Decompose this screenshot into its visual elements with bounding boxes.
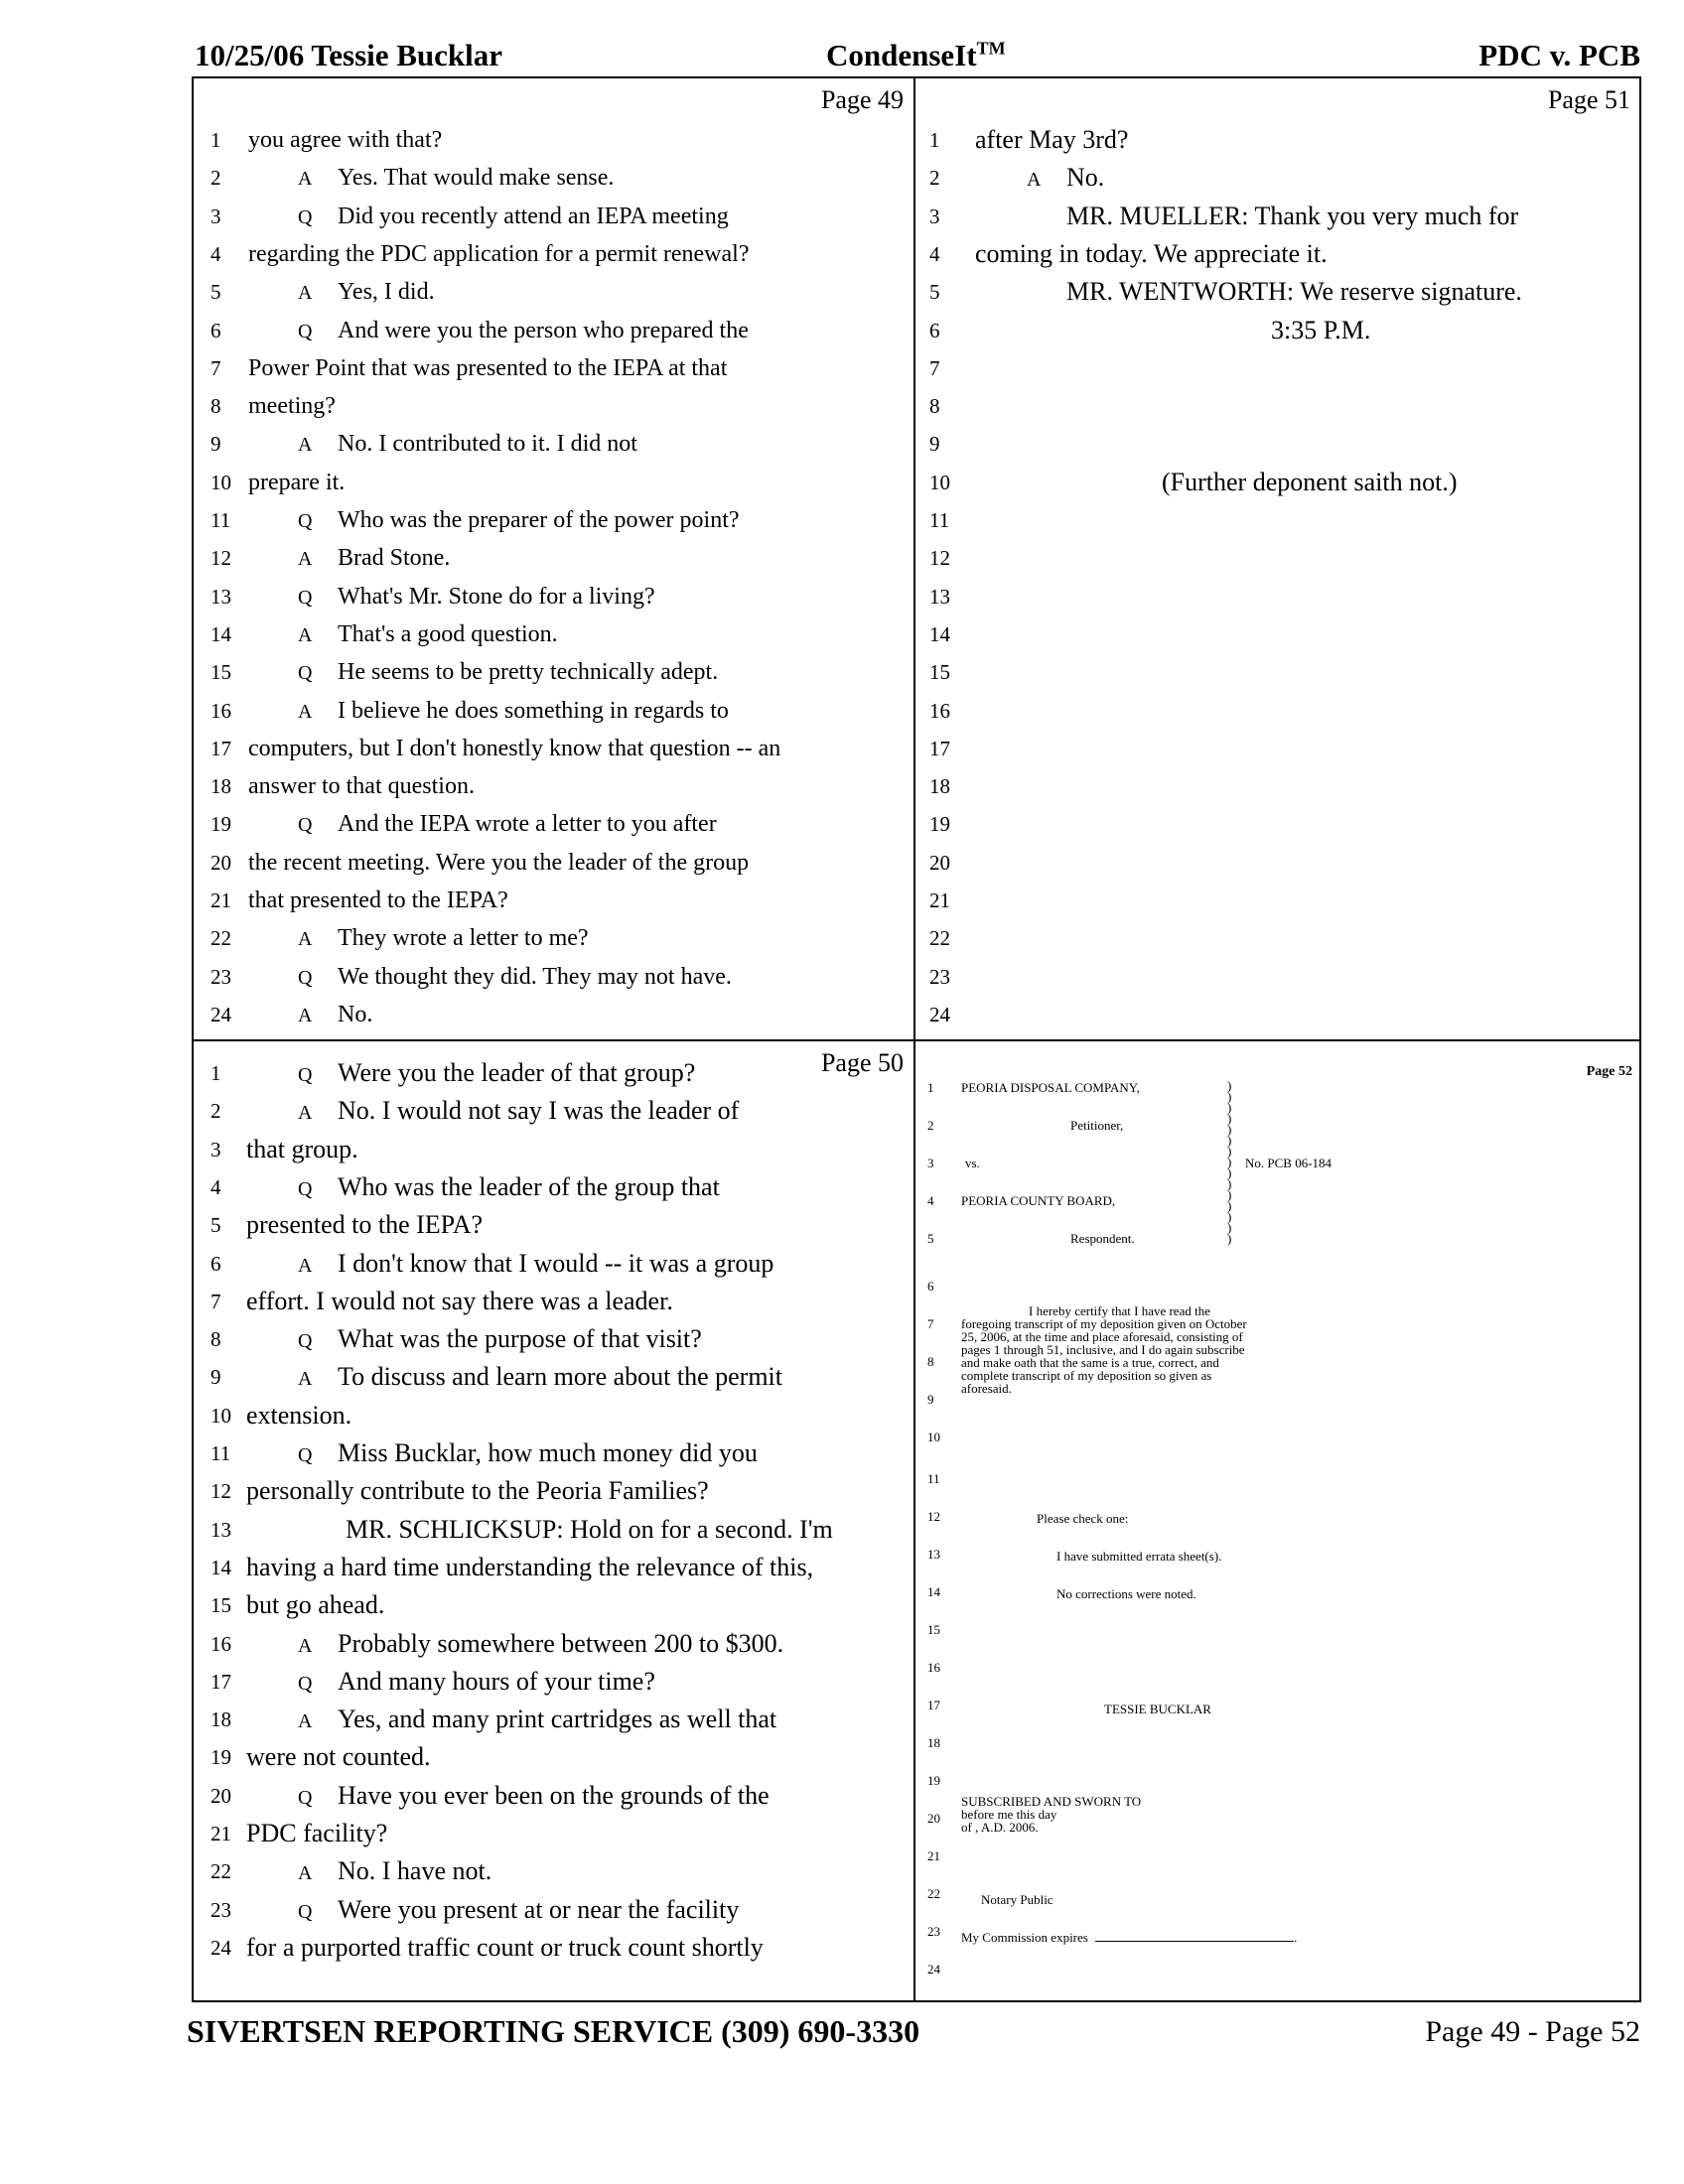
line-number: 9: [927, 1392, 934, 1407]
line-text: [1066, 198, 1518, 235]
question-marker: Q: [298, 1330, 313, 1353]
line-content: PDC facility?: [246, 1819, 388, 1847]
line-text: [298, 1320, 702, 1360]
header-software-name: CondenseIt: [826, 38, 977, 72]
line-number: 6: [929, 318, 940, 342]
line-number: 2: [210, 1099, 221, 1124]
question-marker: Q: [298, 814, 313, 837]
line-content: for a purported traffic count or truck count shortly: [246, 1932, 764, 1962]
subscribed-line-2: before me this day: [961, 1807, 1057, 1822]
line-content: No. I have not.: [338, 1856, 492, 1886]
petitioner-role: Petitioner,: [1070, 1118, 1124, 1133]
line-number: 17: [929, 736, 950, 760]
line-content: Have you ever been on the grounds of the: [338, 1780, 770, 1810]
line-number: 2: [210, 166, 221, 191]
line-text: [248, 464, 345, 501]
row-divider: [192, 1039, 1641, 1041]
line-number: 7: [210, 355, 221, 380]
line-text: [248, 882, 508, 919]
line-content: I don't know that I would -- it was a group: [338, 1248, 774, 1278]
line-content: They wrote a letter to me?: [338, 925, 589, 952]
line-content: extension.: [246, 1400, 352, 1430]
line-number: 18: [929, 774, 950, 799]
line-number: 23: [929, 964, 950, 989]
line-content: prepare it.: [248, 469, 346, 495]
line-number: 16: [210, 698, 231, 723]
line-content: 3:35 P.M.: [1271, 315, 1371, 344]
question-marker: Q: [298, 1064, 313, 1086]
page-49-number: Page 49: [820, 85, 904, 114]
line-number: 11: [929, 508, 950, 532]
line-number: 24: [210, 1002, 231, 1026]
header-date-witness: 10/25/06 Tessie Bucklar: [195, 38, 503, 72]
line-content: Who was the preparer of the power point?: [338, 507, 740, 533]
line-number: 16: [929, 698, 950, 723]
line-content: And many hours of your time?: [338, 1666, 655, 1696]
line-number: 19: [210, 1745, 231, 1770]
line-number: 3: [210, 204, 221, 228]
line-number: 15: [929, 660, 950, 685]
question-marker: Q: [298, 510, 313, 532]
line-number: 7: [927, 1316, 934, 1331]
line-content: (Further deponent saith not.): [1162, 467, 1458, 496]
option-no-corrections: No corrections were noted.: [1056, 1586, 1196, 1601]
line-number: 14: [210, 621, 231, 646]
line-number: 14: [929, 621, 950, 646]
certification-line: and make oath that the same is a true, correct, and: [961, 1355, 1219, 1370]
answer-marker: A: [298, 1254, 313, 1277]
line-number: 8: [927, 1354, 934, 1369]
line-number: 13: [210, 584, 231, 609]
certification-paragraph: [961, 1304, 1247, 1395]
line-content: Did you recently attend an IEPA meeting: [338, 203, 729, 229]
header-software: [826, 38, 1006, 73]
line-number: 6: [210, 318, 221, 342]
answer-marker: A: [1027, 169, 1042, 192]
line-text: [1027, 159, 1104, 199]
answer-marker: A: [298, 282, 313, 305]
line-content: Were you the leader of that group?: [338, 1058, 696, 1087]
line-content: MR. SCHLICKSUP: Hold on for a second. I'm: [346, 1514, 833, 1544]
line-text: [1066, 273, 1522, 311]
answer-marker: A: [298, 548, 313, 571]
reporting-service: SIVERTSEN REPORTING SERVICE (309) 690-3330: [187, 2013, 920, 2049]
line-content: were not counted.: [246, 1742, 431, 1772]
line-number: 4: [210, 1174, 221, 1199]
line-number: 22: [210, 1859, 231, 1884]
line-number: 2: [927, 1118, 934, 1133]
line-content: that group.: [246, 1134, 358, 1163]
line-content: What was the purpose of that visit?: [338, 1324, 702, 1354]
line-number: 11: [927, 1471, 940, 1486]
document-header: [195, 38, 1640, 77]
line-content: Yes, and many print cartridges as well that: [338, 1705, 777, 1734]
line-content: Probably somewhere between 200 to $300.: [338, 1628, 784, 1658]
line-text: [298, 1625, 783, 1665]
line-text: [298, 1777, 770, 1817]
line-content: No. I contributed to it. I did not: [338, 431, 637, 458]
question-marker: Q: [298, 1444, 313, 1466]
line-content: He seems to be pretty technically adept.: [338, 659, 719, 686]
line-text: [248, 844, 749, 882]
line-number: 23: [927, 1924, 940, 1939]
line-number: 19: [929, 812, 950, 837]
option-errata: I have submitted errata sheet(s).: [1056, 1549, 1222, 1564]
line-number: 4: [210, 241, 221, 266]
line-number: 10: [929, 470, 950, 494]
question-marker: Q: [298, 320, 313, 342]
line-content: presented to the IEPA?: [246, 1210, 484, 1240]
line-number: 12: [210, 1479, 231, 1504]
subscribed-line-1: SUBSCRIBED AND SWORN TO: [961, 1794, 1142, 1809]
line-number: 9: [929, 432, 940, 457]
line-text: [298, 312, 749, 350]
line-number: 1: [927, 1080, 934, 1095]
line-content: meeting?: [248, 393, 336, 420]
line-number: 17: [210, 1669, 231, 1694]
question-marker: Q: [298, 1177, 313, 1200]
commission-blank: [1095, 1941, 1294, 1942]
line-number: 23: [210, 1897, 231, 1922]
line-text: [975, 121, 1128, 159]
certification-line: complete transcript of my deposition so given as: [961, 1368, 1212, 1383]
line-number: 10: [210, 1403, 231, 1428]
line-number: 24: [927, 1962, 940, 1977]
line-content: regarding the PDC application for a permit renewal?: [248, 240, 750, 267]
line-text: [298, 805, 717, 844]
line-content: but go ahead.: [246, 1590, 385, 1620]
line-number: 23: [210, 964, 231, 989]
line-number: 11: [210, 508, 231, 532]
line-content: answer to that question.: [248, 773, 475, 800]
line-content: coming in today. We appreciate it.: [975, 238, 1328, 268]
line-text: [246, 1131, 358, 1168]
line-number: 18: [210, 1707, 231, 1732]
line-number: 20: [929, 850, 950, 875]
line-text: [248, 235, 749, 273]
check-prompt: Please check one:: [1037, 1511, 1129, 1526]
answer-marker: A: [298, 1634, 313, 1657]
line-text: [298, 198, 729, 236]
question-marker: Q: [298, 586, 313, 609]
question-marker: Q: [298, 1900, 313, 1923]
line-number: 3: [927, 1156, 934, 1170]
line-number: 6: [210, 1251, 221, 1276]
line-text: [298, 1891, 739, 1931]
line-content: Who was the leader of the group that: [338, 1171, 720, 1201]
line-number: 13: [929, 584, 950, 609]
line-number: 17: [210, 736, 231, 760]
line-number: 24: [929, 1002, 950, 1026]
line-number: 16: [927, 1660, 940, 1675]
line-number: 10: [210, 470, 231, 494]
subscribed-block: [961, 1795, 1141, 1834]
certification-line: aforesaid.: [961, 1381, 1012, 1396]
page-50-panel: [195, 1042, 912, 2001]
line-content: personally contribute to the Peoria Families?: [246, 1476, 709, 1506]
line-number: 21: [927, 1848, 940, 1863]
line-number: 17: [927, 1698, 940, 1712]
line-content: That's a good question.: [338, 620, 558, 647]
line-text: [246, 1472, 709, 1510]
line-number: 5: [927, 1231, 934, 1246]
line-number: 15: [210, 660, 231, 685]
line-content: after May 3rd?: [975, 125, 1129, 154]
line-text: [246, 1929, 764, 1967]
line-text: [248, 349, 727, 387]
certification-line: pages 1 through 51, inclusive, and I do again subscribe: [961, 1342, 1245, 1357]
notary-public: Notary Public: [981, 1892, 1053, 1907]
line-text: [246, 1586, 384, 1624]
page-49-panel: [195, 79, 912, 1038]
line-text: [298, 578, 655, 616]
line-content: you agree with that?: [248, 127, 443, 153]
answer-marker: A: [298, 1710, 313, 1733]
line-content: Yes, I did.: [338, 279, 435, 306]
line-text: [246, 1283, 673, 1320]
line-text: [1162, 464, 1458, 501]
line-number: 13: [927, 1547, 940, 1562]
answer-marker: A: [298, 1862, 313, 1885]
line-content: Yes. That would make sense.: [338, 165, 615, 192]
line-number: 14: [927, 1584, 940, 1599]
page-50-number: Page 50: [820, 1048, 904, 1077]
line-text: [298, 996, 372, 1034]
question-marker: Q: [298, 1786, 313, 1809]
line-content: No.: [1066, 163, 1105, 193]
answer-marker: A: [298, 1102, 313, 1125]
page-51-number: Page 51: [1547, 85, 1630, 114]
line-content: And the IEPA wrote a letter to you after: [338, 811, 717, 838]
caption-bracket: ) ) ) ) ) ) ) ) ) ) ) ) ) ) ): [1227, 1078, 1232, 1246]
line-number: 3: [929, 204, 940, 228]
page-range: Page 49 - Page 52: [1425, 2015, 1640, 2048]
line-text: [298, 1092, 739, 1132]
line-text: [298, 1245, 773, 1285]
answer-marker: A: [298, 1004, 313, 1026]
line-number: 21: [929, 888, 950, 912]
answer-marker: A: [298, 1368, 313, 1391]
commission-line: My Commission expires .: [961, 1930, 1298, 1945]
versus: vs.: [965, 1156, 980, 1170]
line-text: [246, 1815, 387, 1852]
line-number: 16: [210, 1631, 231, 1656]
petitioner-name: PEORIA DISPOSAL COMPANY,: [961, 1080, 1140, 1095]
line-text: [975, 235, 1328, 273]
line-text: [248, 767, 475, 805]
signer-name: TESSIE BUCKLAR: [1104, 1702, 1211, 1716]
line-content: having a hard time understanding the relevance of this,: [246, 1552, 814, 1581]
line-text: [298, 653, 718, 692]
line-text: [298, 539, 450, 578]
case-number: No. PCB 06-184: [1245, 1156, 1333, 1170]
line-content: effort. I would not say there was a leader.: [246, 1286, 673, 1315]
line-number: 7: [210, 1289, 221, 1313]
respondent-role: Respondent.: [1070, 1231, 1135, 1246]
line-content: that presented to the IEPA?: [248, 887, 508, 913]
certification-line: foregoing transcript of my deposition given on October: [961, 1316, 1247, 1331]
page-52-number: Page 52: [1586, 1064, 1632, 1079]
line-number: 8: [210, 1327, 221, 1352]
line-text: [298, 1054, 695, 1094]
line-number: 22: [929, 926, 950, 951]
line-content: No. I would not say I was the leader of: [338, 1096, 740, 1126]
line-content: What's Mr. Stone do for a living?: [338, 583, 655, 610]
subscribed-line-3: of , A.D. 2006.: [961, 1820, 1039, 1835]
line-number: 20: [210, 1783, 231, 1808]
line-text: [246, 1549, 813, 1586]
line-number: 8: [929, 394, 940, 419]
respondent-name: PEORIA COUNTY BOARD,: [961, 1193, 1116, 1208]
commission-label: My Commission expires: [961, 1930, 1088, 1945]
line-text: [246, 1397, 351, 1434]
line-content: computers, but I don't honestly know that question -- an: [248, 735, 781, 761]
answer-marker: A: [298, 168, 313, 191]
line-number: 1: [210, 1061, 221, 1085]
line-number: 20: [927, 1811, 940, 1826]
question-marker: Q: [298, 1672, 313, 1695]
line-number: 19: [927, 1773, 940, 1788]
line-number: 12: [927, 1509, 940, 1524]
line-number: 15: [210, 1593, 231, 1618]
line-text: [298, 273, 435, 312]
line-number: 11: [210, 1441, 231, 1465]
question-marker: Q: [298, 205, 313, 228]
line-number: 14: [210, 1555, 231, 1579]
line-number: 20: [210, 850, 231, 875]
line-content: To discuss and learn more about the permit: [338, 1362, 783, 1392]
header-case: PDC v. PCB: [1478, 38, 1640, 72]
line-text: [248, 121, 442, 159]
line-number: 10: [927, 1430, 940, 1444]
line-number: 15: [927, 1622, 940, 1637]
line-number: 3: [210, 1137, 221, 1161]
line-number: 6: [927, 1279, 934, 1294]
line-content: Miss Bucklar, how much money did you: [338, 1438, 758, 1467]
line-number: 12: [210, 546, 231, 571]
question-marker: Q: [298, 966, 313, 989]
line-text: [298, 919, 589, 958]
line-number: 22: [210, 926, 231, 951]
line-number: 5: [210, 280, 221, 305]
line-number: 22: [927, 1886, 940, 1901]
line-text: [298, 425, 637, 464]
line-number: 1: [929, 128, 940, 152]
line-text: [298, 1358, 782, 1398]
line-number: 4: [929, 241, 940, 266]
answer-marker: A: [298, 623, 313, 646]
line-number: 9: [210, 432, 221, 457]
line-number: 8: [210, 394, 221, 419]
line-number: 18: [210, 774, 231, 799]
line-number: 18: [927, 1735, 940, 1750]
line-content: And were you the person who prepared the: [338, 317, 749, 343]
line-number: 5: [210, 1213, 221, 1238]
line-content: No.: [338, 1001, 373, 1027]
line-number: 5: [929, 280, 940, 305]
line-text: [298, 1701, 776, 1740]
line-text: [298, 958, 732, 997]
line-number: 24: [210, 1935, 231, 1960]
line-content: Were you present at or near the facility: [338, 1894, 740, 1924]
line-text: [298, 159, 614, 198]
line-number: 2: [929, 166, 940, 191]
line-content: MR. WENTWORTH: We reserve signature.: [1066, 277, 1522, 307]
answer-marker: A: [298, 700, 313, 723]
line-number: 1: [210, 128, 221, 152]
line-number: 7: [929, 355, 940, 380]
line-content: Power Point that was presented to the IEPA at that: [248, 354, 728, 381]
line-text: [246, 1738, 431, 1776]
line-content: Brad Stone.: [338, 545, 451, 572]
answer-marker: A: [298, 928, 313, 951]
document-footer: [187, 2013, 1640, 2053]
page-52-panel: [927, 1042, 1634, 2001]
line-text: [1271, 312, 1370, 349]
certification-line: 25, 2006, at the time and place aforesaid, consisting of: [961, 1329, 1243, 1344]
answer-marker: A: [298, 434, 313, 457]
page-51-panel: [919, 79, 1638, 1038]
line-text: [248, 730, 780, 767]
line-content: the recent meeting. Were you the leader of the group: [248, 849, 750, 876]
line-text: [298, 1663, 655, 1703]
line-content: We thought they did. They may not have.: [338, 963, 732, 990]
line-text: [298, 615, 558, 654]
line-content: MR. MUELLER: Thank you very much for: [1066, 201, 1519, 230]
line-number: 12: [929, 546, 950, 571]
question-marker: Q: [298, 662, 313, 685]
line-text: [246, 1206, 483, 1244]
line-number: 4: [927, 1193, 934, 1208]
line-number: 13: [210, 1517, 231, 1542]
line-text: [298, 1168, 720, 1208]
line-text: [248, 387, 336, 425]
line-number: 19: [210, 812, 231, 837]
line-number: 21: [210, 888, 231, 912]
line-number: 21: [210, 1822, 231, 1845]
line-text: [298, 692, 729, 731]
line-content: I believe he does something in regards to: [338, 697, 729, 724]
trademark-mark: TM: [976, 38, 1006, 59]
line-text: [298, 1434, 758, 1474]
certification-line: I hereby certify that I have read the: [1029, 1303, 1210, 1318]
line-text: [298, 501, 740, 540]
line-text: [346, 1511, 833, 1549]
line-number: 9: [210, 1365, 221, 1390]
line-text: [298, 1852, 491, 1892]
